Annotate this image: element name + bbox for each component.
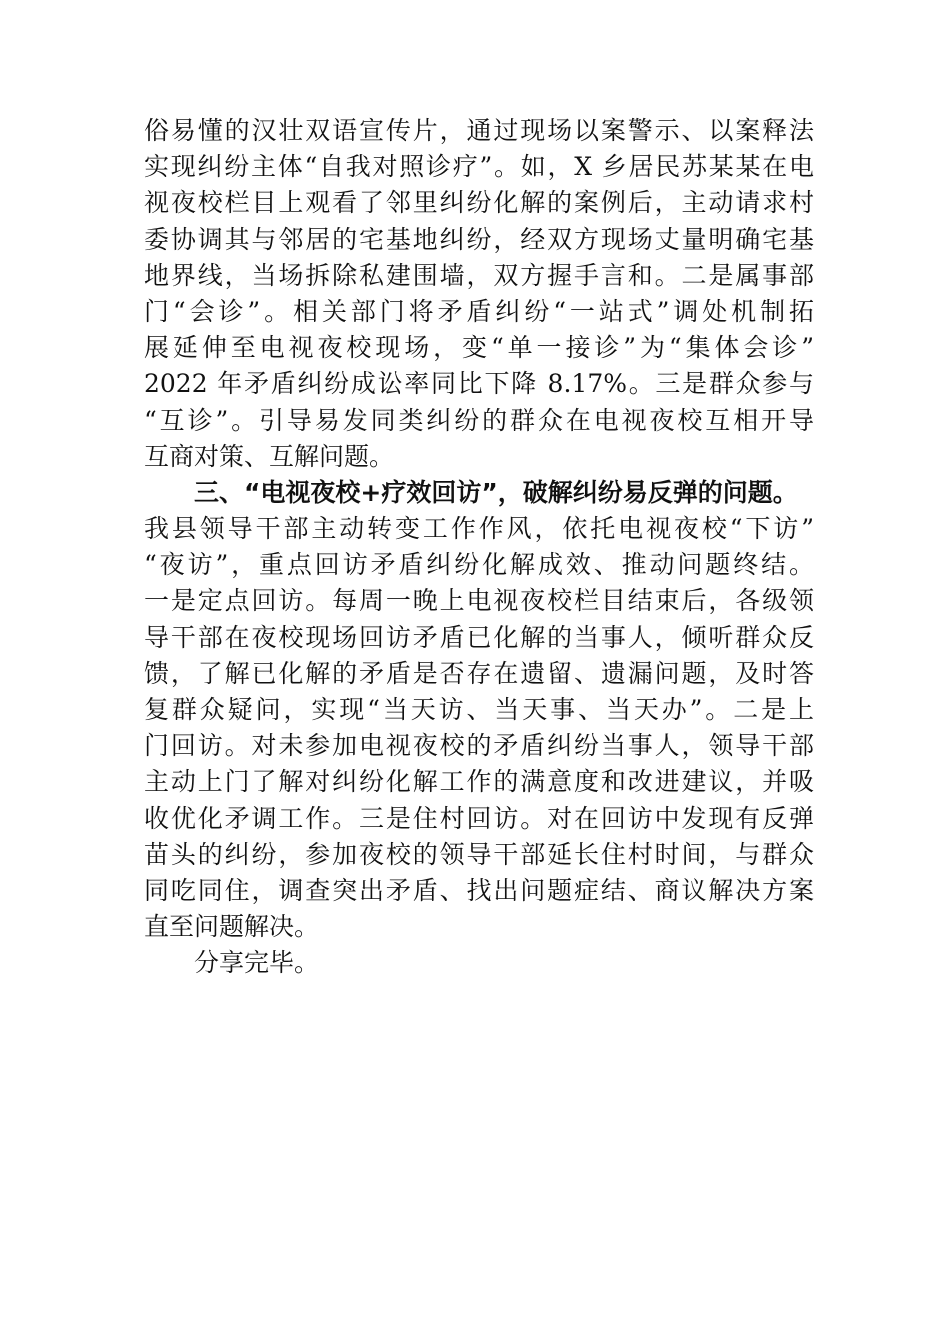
text-line: 馈，了解已化解的矛盾是否存在遗留、遗漏问题，及时答 xyxy=(144,658,814,688)
paragraph-1 xyxy=(144,113,814,475)
text-line: 门回访。对未参加电视夜校的矛盾纠纷当事人，领导干部 xyxy=(144,731,814,761)
text-line: 视夜校栏目上观看了邻里纠纷化解的案例后，主动请求村 xyxy=(144,188,814,218)
text-line: 一是定点回访。每周一晚上电视夜校栏目结束后，各级领 xyxy=(144,586,814,616)
document-body xyxy=(144,113,814,982)
text-line: 2022 年矛盾纠纷成讼率同比下降 8.17%。三是群众参与 xyxy=(144,369,814,399)
text-line: 实现纠纷主体“自我对照诊疗”。如，X 乡居民苏某某在电 xyxy=(144,152,814,182)
text-line: 直至问题解决。 xyxy=(144,912,320,942)
closing-line: 分享完毕。 xyxy=(194,948,320,978)
text-line: 同吃同住，调查突出矛盾、找出问题症结、商议解决方案 xyxy=(144,875,814,905)
text-line: 导干部在夜校现场回访矛盾已化解的当事人，倾听群众反 xyxy=(144,622,814,652)
text-line: 展延伸至电视夜校现场，变“单一接诊”为“集体会诊” xyxy=(144,333,814,363)
text-line: “夜访”，重点回访矛盾纠纷化解成效、推动问题终结。 xyxy=(144,550,814,580)
text-line: 我县领导干部主动转变工作作风，依托电视夜校“下访” xyxy=(144,514,814,544)
paragraph-2 xyxy=(144,511,814,945)
section-heading: 三、“电视夜校+疗效回访”，破解纠纷易反弹的问题。 xyxy=(194,477,798,507)
text-line: 地界线，当场拆除私建围墙，双方握手言和。二是属事部 xyxy=(144,260,814,290)
text-line: 收优化矛调工作。三是住村回访。对在回访中发现有反弹 xyxy=(144,803,814,833)
text-line: 主动上门了解对纠纷化解工作的满意度和改进建议，并吸 xyxy=(144,767,814,797)
text-line: 委协调其与邻居的宅基地纠纷，经双方现场丈量明确宅基 xyxy=(144,224,814,254)
text-line: 门“会诊”。相关部门将矛盾纠纷“一站式”调处机制拓 xyxy=(144,296,814,326)
text-line: 复群众疑问，实现“当天访、当天事、当天办”。二是上 xyxy=(144,695,814,724)
text-line: 俗易懂的汉壮双语宣传片，通过现场以案警示、以案释法 xyxy=(144,116,814,145)
text-line: 互商对策、互解问题。 xyxy=(144,441,395,471)
text-line: 苗头的纠纷，参加夜校的领导干部延长住村时间，与群众 xyxy=(144,839,814,869)
text-line: “互诊”。引导易发同类纠纷的群众在电视夜校互相开导 xyxy=(144,405,814,435)
